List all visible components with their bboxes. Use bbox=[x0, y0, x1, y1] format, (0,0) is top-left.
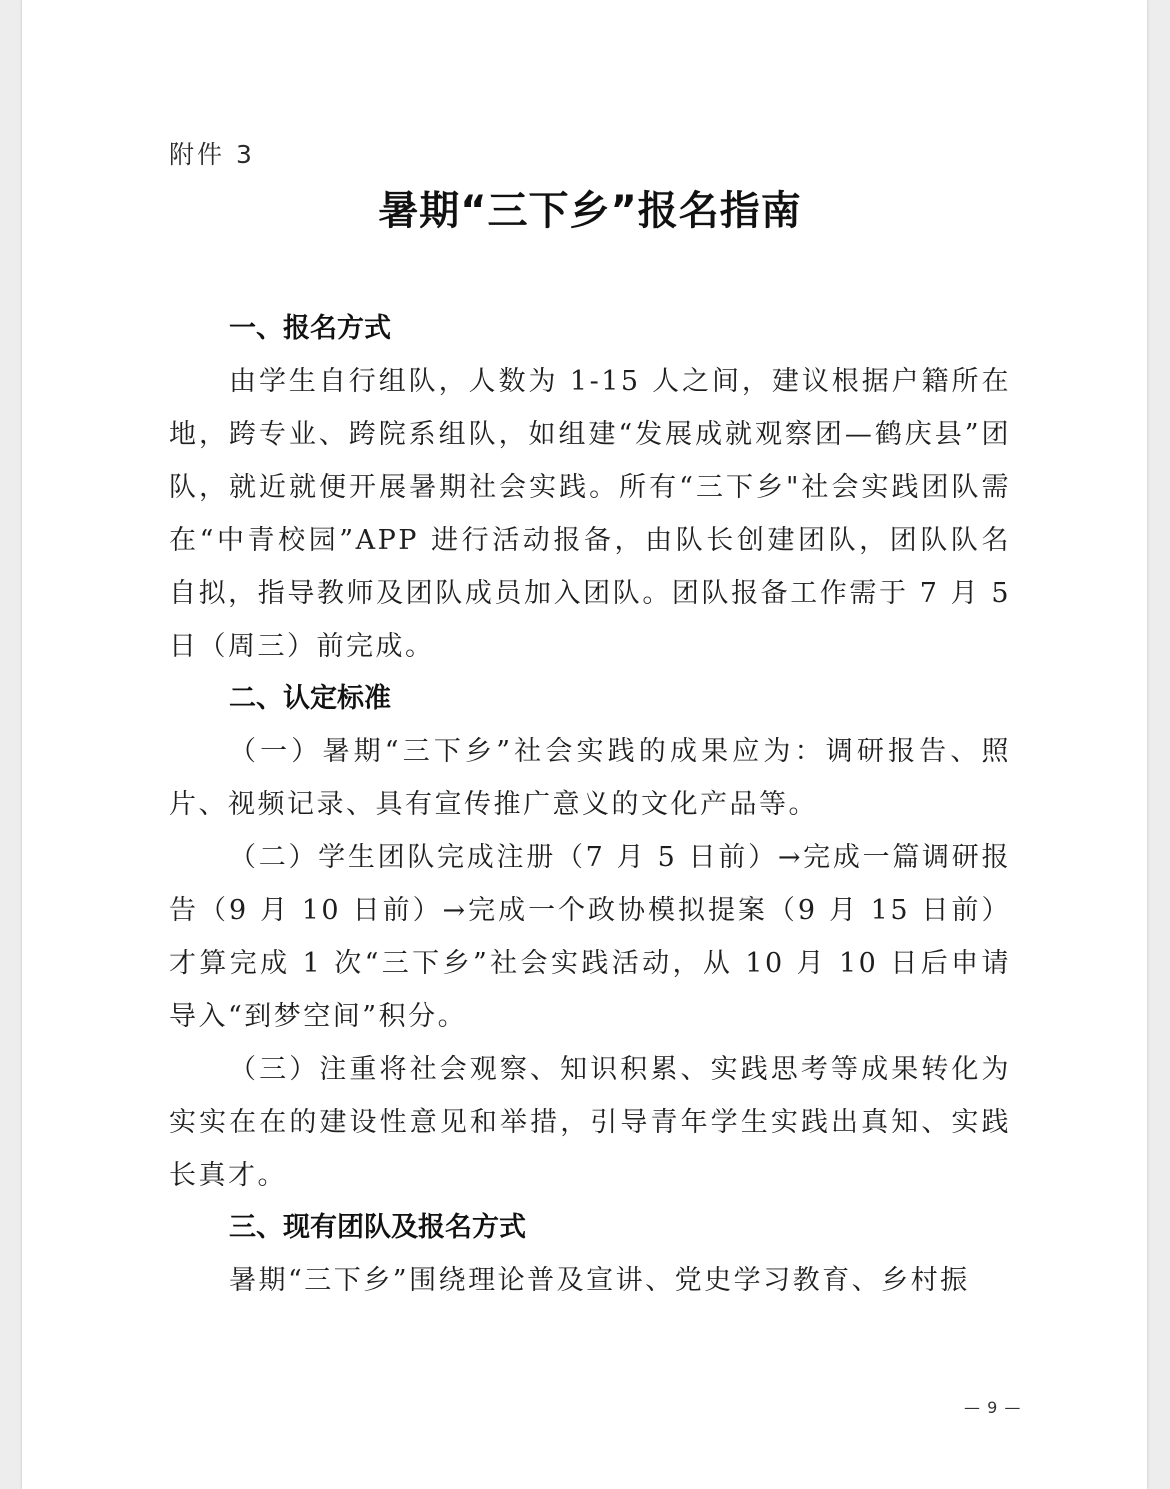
page-number: — 9 — bbox=[964, 1398, 1022, 1417]
paragraph-teams: 暑期“三下乡”围绕理论普及宣讲、党史学习教育、乡村振 bbox=[229, 1265, 970, 1296]
document-page bbox=[22, 0, 1147, 1489]
paragraph-criteria-3: （三）注重将社会观察、知识积累、实践思考等成果转化为实实在在的建设性意见和举措，引导青年学生实践出真知、实践长真才。 bbox=[169, 1054, 1011, 1191]
section-heading-criteria: 二、认定标准 bbox=[229, 683, 391, 714]
document-title: 暑期“三下乡”报名指南 bbox=[378, 188, 802, 234]
paragraph-criteria-2: （二）学生团队完成注册（7 月 5 日前）→完成一篇调研报告（9 月 10 日前）→完成一个政协模拟提案（9 月 15 日前）才算完成 1 次“三下乡”社会实践活动，从 10 月 10 日后申请导入“到梦空间”积分。 bbox=[169, 842, 1011, 1032]
section-heading-teams: 三、现有团队及报名方式 bbox=[229, 1212, 526, 1243]
paragraph-criteria-1: （一）暑期“三下乡”社会实践的成果应为：调研报告、照片、视频记录、具有宣传推广意义的文化产品等。 bbox=[169, 736, 1011, 820]
page-content bbox=[169, 136, 1011, 1307]
paragraph-registration: 由学生自行组队，人数为 1-15 人之间，建议根据户籍所在地，跨专业、跨院系组队，如组建“发展成就观察团—鹤庆县”团队，就近就便开展暑期社会实践。所有“三下乡"社会实践团队需在“中青校园”APP 进行活动报备，由队长创建团队，团队队名自拟，指导教师及团队成员加入团队。团队报备工作需于 7 月 5 日（周三）前完成。 bbox=[169, 366, 1011, 662]
section-heading-registration: 一、报名方式 bbox=[229, 313, 391, 344]
attachment-label: 附件 3 bbox=[169, 140, 255, 169]
